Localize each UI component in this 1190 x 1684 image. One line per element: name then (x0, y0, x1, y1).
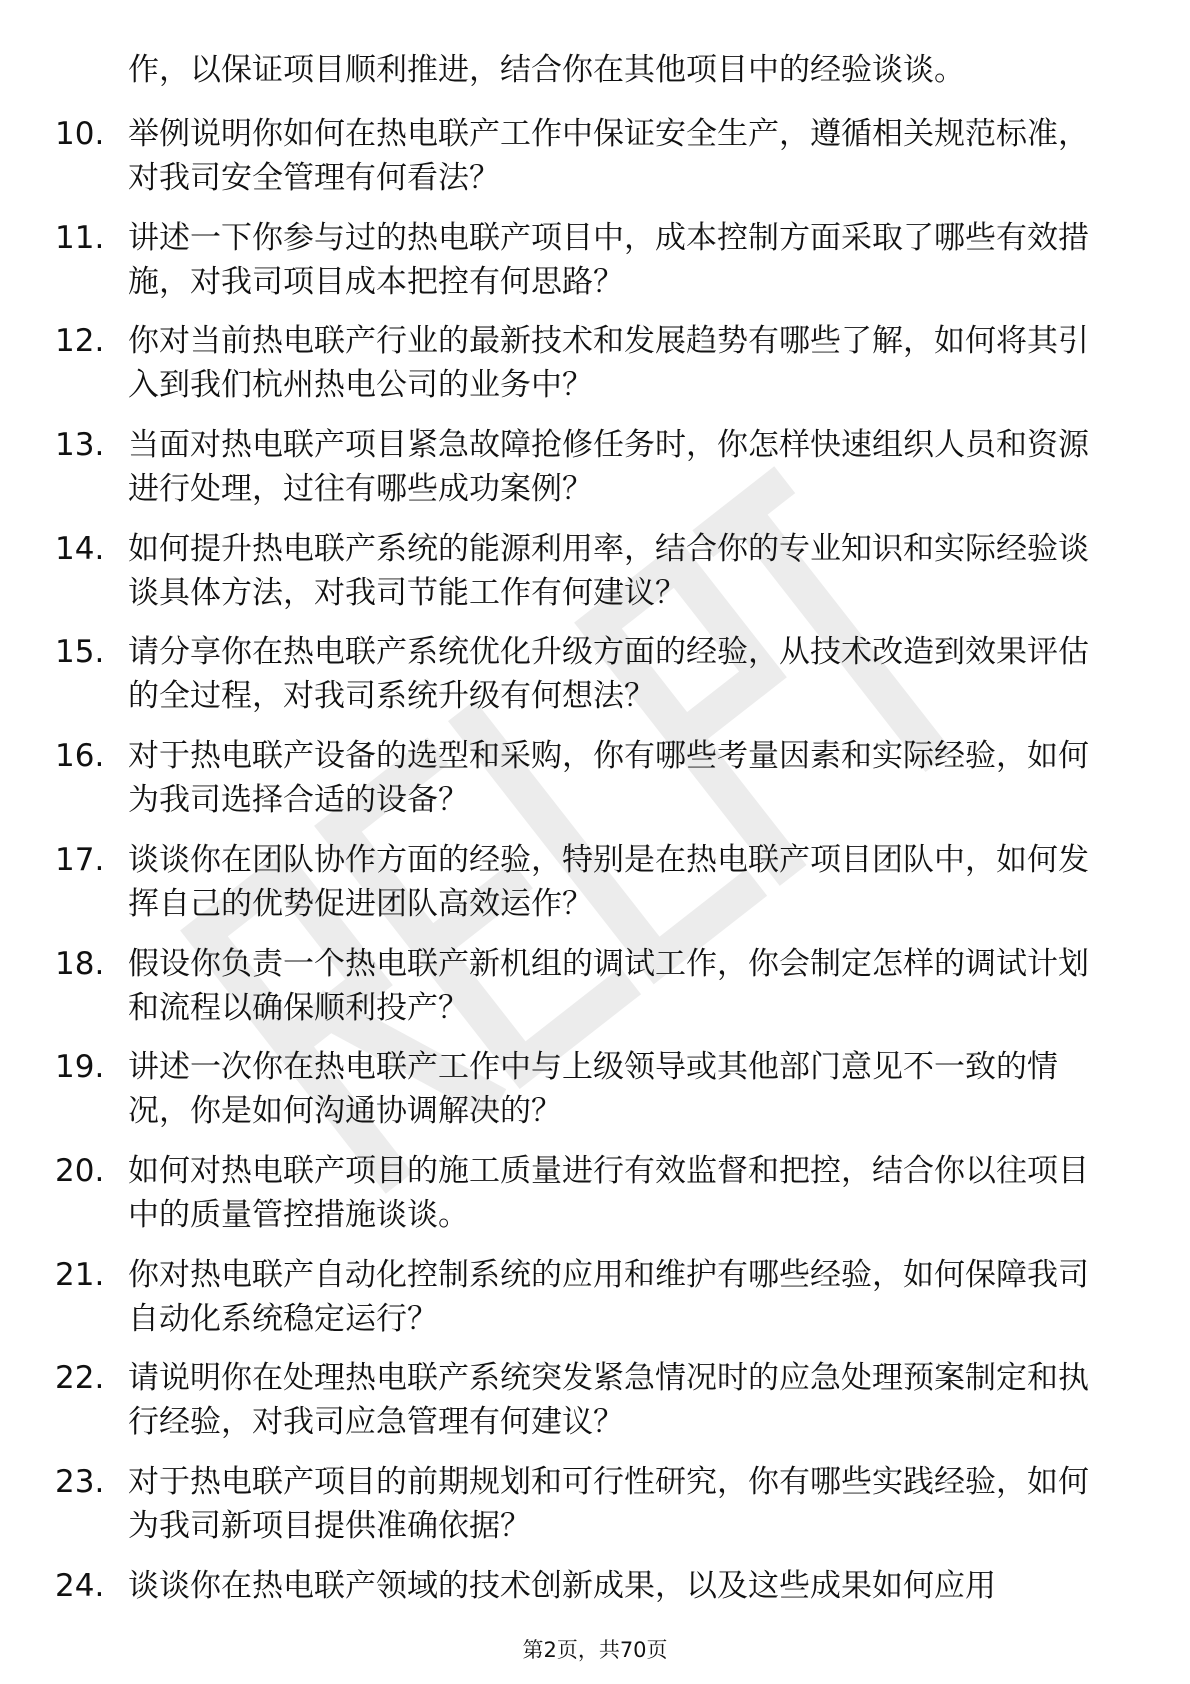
page-footer: 第2页，共70页 (522, 1638, 668, 1662)
question-number: 21. (55, 1256, 105, 1293)
question-number: 11. (55, 219, 105, 256)
question-text: 如何提升热电联产系统的能源利用率，结合你的专业知识和实际经验谈谈具体方法，对我司节能工作有何建议？ (128, 530, 1089, 611)
list-item (0, 1460, 1190, 1564)
question-text: 你对热电联产自动化控制系统的应用和维护有哪些经验，如何保障我司自动化系统稳定运行？ (128, 1256, 1089, 1337)
question-text: 请分享你在热电联产系统优化升级方面的经验，从技术改造到效果评估的全过程，对我司系统升级有何想法？ (128, 634, 1089, 715)
question-text: 请说明你在处理热电联产系统突发紧急情况时的应急处理预案制定和执行经验，对我司应急管理有何建议？ (128, 1360, 1089, 1441)
question-number: 19. (55, 1049, 105, 1086)
question-text: 谈谈你在热电联产领域的技术创新成果，以及这些成果如何应用 (128, 1567, 996, 1604)
question-number: 14. (55, 530, 105, 567)
list-item (0, 112, 1190, 216)
question-text: 讲述一次你在热电联产工作中与上级领导或其他部门意见不一致的情况，你是如何沟通协调解决的？ (128, 1049, 1058, 1130)
list-item (0, 1149, 1190, 1253)
question-text: 举例说明你如何在热电联产工作中保证安全生产，遵循相关规范标准，对我司安全管理有何看法？ (128, 116, 1089, 196)
question-number: 15. (55, 634, 105, 671)
list-item (0, 838, 1190, 942)
question-text: 假设你负责一个热电联产新机组的调试工作，你会制定怎样的调试计划和流程以确保顺利投产？ (128, 945, 1089, 1026)
question-number: 10. (55, 116, 105, 152)
question-text: 谈谈你在团队协作方面的经验，特别是在热电联产项目团队中，如何发挥自己的优势促进团队高效运作？ (128, 841, 1089, 922)
question-number: 18. (55, 945, 105, 982)
question-text: 如何对热电联产项目的施工质量进行有效监督和把控，结合你以往项目中的质量管控措施谈谈。 (128, 1152, 1089, 1233)
list-item (0, 216, 1190, 320)
continuation-line: 作，以保证项目顺利推进，结合你在其他项目中的经验谈谈。 (128, 52, 965, 88)
question-number: 13. (55, 427, 105, 464)
question-text: 当面对热电联产项目紧急故障抢修任务时，你怎样快速组织人员和资源进行处理，过往有哪些成功案例？ (128, 427, 1089, 508)
list-item (0, 423, 1190, 527)
list-item (0, 630, 1190, 734)
list-item (0, 1253, 1190, 1357)
list-item (0, 734, 1190, 838)
question-number: 23. (55, 1463, 105, 1500)
question-number: 17. (55, 841, 105, 878)
question-text: 对于热电联产设备的选型和采购，你有哪些考量因素和实际经验，如何为我司选择合适的设备？ (128, 738, 1089, 819)
list-item (0, 527, 1190, 631)
list-item (0, 1356, 1190, 1460)
question-text: 讲述一下你参与过的热电联产项目中，成本控制方面采取了哪些有效措施，对我司项目成本把控有何思路？ (128, 219, 1089, 300)
question-text: 你对当前热电联产行业的最新技术和发展趋势有哪些了解，如何将其引入到我们杭州热电公司的业务中？ (128, 323, 1089, 404)
question-list (0, 112, 1190, 1667)
list-item (0, 1045, 1190, 1149)
question-number: 12. (55, 323, 105, 360)
question-number: 22. (55, 1360, 105, 1397)
question-number: 16. (55, 738, 105, 775)
list-item (0, 319, 1190, 423)
list-item (0, 942, 1190, 1046)
question-number: 20. (55, 1152, 105, 1189)
question-text: 对于热电联产项目的前期规划和可行性研究，你有哪些实践经验，如何为我司新项目提供准确依据？ (128, 1463, 1089, 1544)
question-number: 24. (55, 1567, 105, 1604)
